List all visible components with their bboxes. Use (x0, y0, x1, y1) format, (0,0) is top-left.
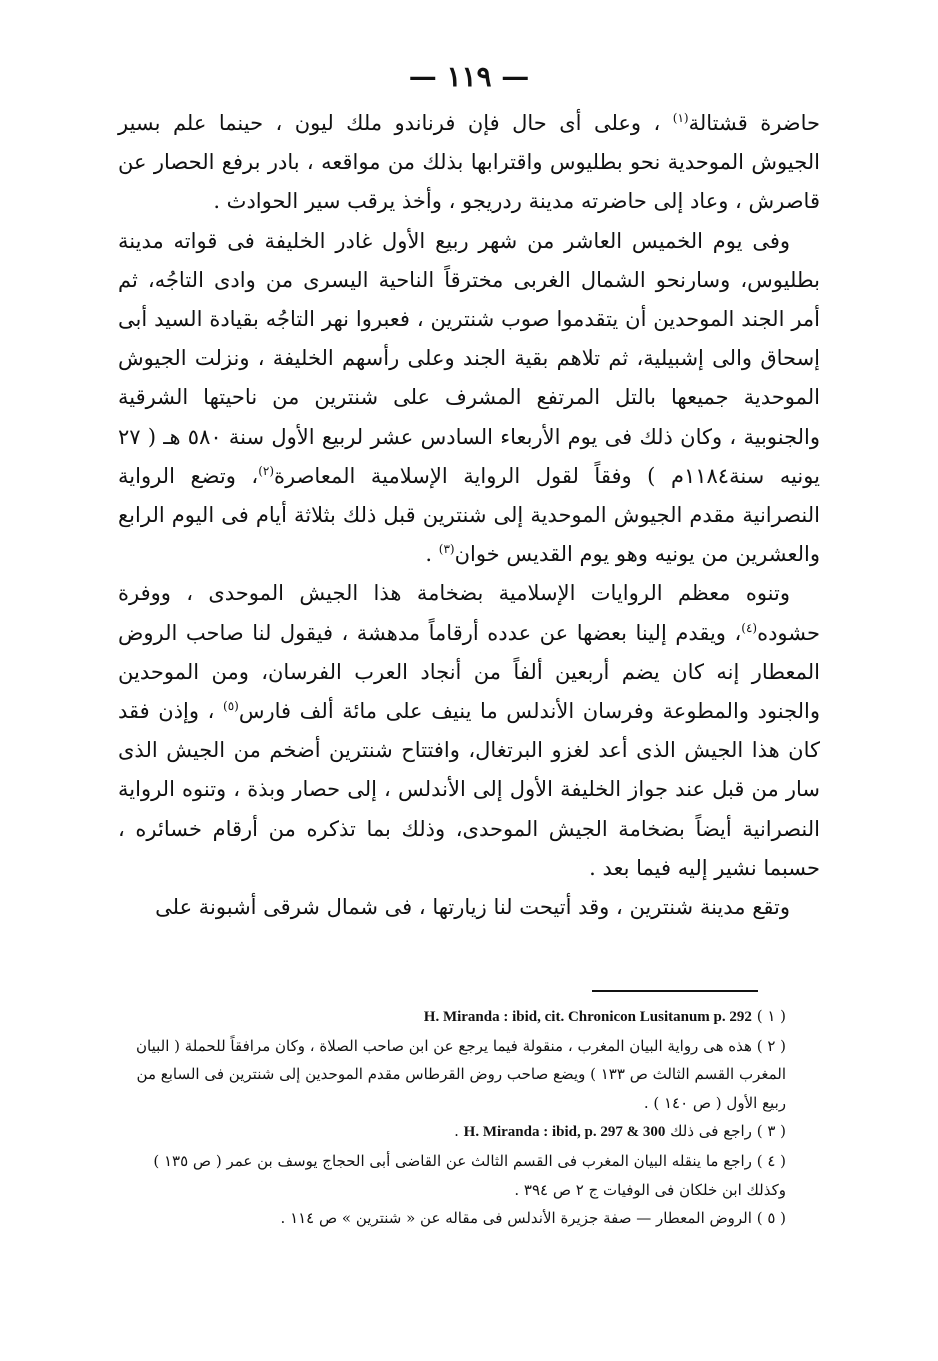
paragraph-text: وتنوه معظم الروايات الإسلامية بضخامة هذا الجيش الموحدى ، ووفرة حشوده (118, 581, 820, 645)
footnote-5 (126, 1204, 816, 1233)
footnote-text: هذه هى رواية البيان المغرب ، منقولة فيما يرجع عن ابن صاحب الصلاة ، وكان مرافقاً للحملة ( البيان المغرب القسم الثالث ص ١٣٣ ) ويضع صاحب روض القرطاس مقدم الموحدين إلى شنترين فى السابع من ربيع الأول ( ص ١٤٠ ) . (135, 1036, 786, 1112)
paragraph-2 (118, 222, 820, 575)
footnote-ref-3: (٣) (438, 542, 455, 557)
footnote-text: الروض المعطار — صفة جزيرة الأندلس فى مقاله عن « شنترين » ص ١١٤ . (280, 1209, 752, 1228)
footnote-number: ( ٢ ) (756, 1036, 786, 1055)
footnote-3 (126, 1117, 816, 1147)
paragraph-text: حاضرة قشتالة (688, 111, 820, 135)
footnote-divider (592, 990, 758, 992)
paragraph-text: . (425, 542, 439, 567)
footnote-ref-4: (٤) (741, 620, 758, 635)
paragraph-4 (118, 888, 820, 927)
footnote-ref-5: (٥) (223, 699, 239, 714)
page-number: — ١١٩ — (408, 60, 530, 93)
paragraph-text: ، وإذن فقد كان هذا الجيش الذى أعد لغزو البرتغال، وافتتاح شنترين أضخم من الجيش الذى سار من قبل عند جواز الخليفة الأول إلى الأندلس ، إلى حصار وبذة ، وتنوه الرواية النصرانية أيضاً بضخامة الجيش الموحدى، وذلك بما تذكره من أرقام خسائره ، حسبما نشير إليه فيما بعد . (118, 699, 820, 880)
paragraph-text: ، وعلى أى حال فإن فرناندو ملك ليون ، حينما علم بسير الجيوش الموحدية نحو بطليوس واقترابها بذلك من مواقعه ، بادر برفع الحصار عن قاصرش ، وعاد إلى حاضرته مدينة ردريجو ، وأخذ يرقب سير الحوادث . (118, 111, 820, 214)
footnote-text: راجع ما ينقله البيان المغرب فى القسم الثالث عن القاضى أبى الحجاج يوسف بن عمر ( ص ١٣٥ ) وكذلك ابن خلكان فى الوفيات ج ٢ ص ٣٩٤ . (153, 1151, 786, 1199)
footnote-2 (126, 1032, 816, 1118)
main-text (118, 104, 820, 927)
footnote-number: ( ١ ) (756, 1007, 786, 1025)
paragraph-text: ، ويقدم إلينا بعضها عن عدده أرقاماً مدهشة ، فيقول لنا صاحب الروض المعطار إنه كان يضم أربعين ألفاً من أنجاد العرب الفرسان، ومن الموحدين والجنود والمطوعة وفرسان الأندلس ما ينيف على مائة ألف فارس (118, 620, 820, 724)
footnote-latin-citation: H. Miranda : ibid, p. 297 & 300 (463, 1124, 666, 1141)
paragraph-text: وفى يوم الخميس العاشر من شهر ربيع الأول غادر الخليفة فى قواته مدينة بطليوس، وسارنحو الشمال الغربى مخترقاً الناحية اليسرى من وادى التاجُه، ثم أمر الجند الموحدين أن يتقدموا صوب شنترين ، فعبروا نهر التاجُه بقيادة السيد أبى إسحاق والى إشبيلية، ثم تلاهم بقية الجند وعلى رأسهم الخليفة ، ونزلت الجيوش الموحدية جميعها بالتل المرتفع المشرف على شنترين من ناحيتها الشرقية والجنوبية ، وكان ذلك فى يوم الأربعاء السادس عشر لربيع الأول سنة ٥٨٠ هـ ( ٢٧ يونيه سنة١١٨٤م ) وفقاً لقول الرواية الإسلامية المعاصرة (118, 228, 820, 488)
paragraph-3 (118, 574, 820, 888)
footnote-text: . (454, 1122, 464, 1141)
footnote-ref-2: (٢) (258, 463, 275, 478)
footnote-ref-1: (١) (672, 111, 689, 125)
footnote-latin-citation: H. Miranda : ibid, cit. Chronicon Lusitanum p. 292 (423, 1009, 752, 1025)
paragraph-text: ، وتضع الرواية النصرانية مقدم الجيوش الموحدية إلى شنترين قبل ذلك بثلاثة أيام فى اليوم الرابع والعشرين من يونيه وهو يوم القديس خوان (118, 463, 820, 567)
footnote-number: ( ٥ ) (756, 1209, 786, 1228)
footnote-4 (126, 1147, 816, 1204)
footnote-1 (126, 1002, 816, 1032)
paragraph-1 (118, 104, 820, 222)
footnote-text: راجع فى ذلك (670, 1122, 752, 1141)
paragraph-text: وتقع مدينة شنترين ، وقد أتيحت لنا زيارتها ، فى شمال شرقى أشبونة على (155, 895, 790, 920)
footnote-number: ( ٣ ) (756, 1122, 786, 1141)
footnote-number: ( ٤ ) (756, 1151, 786, 1170)
footnotes (126, 1002, 816, 1233)
